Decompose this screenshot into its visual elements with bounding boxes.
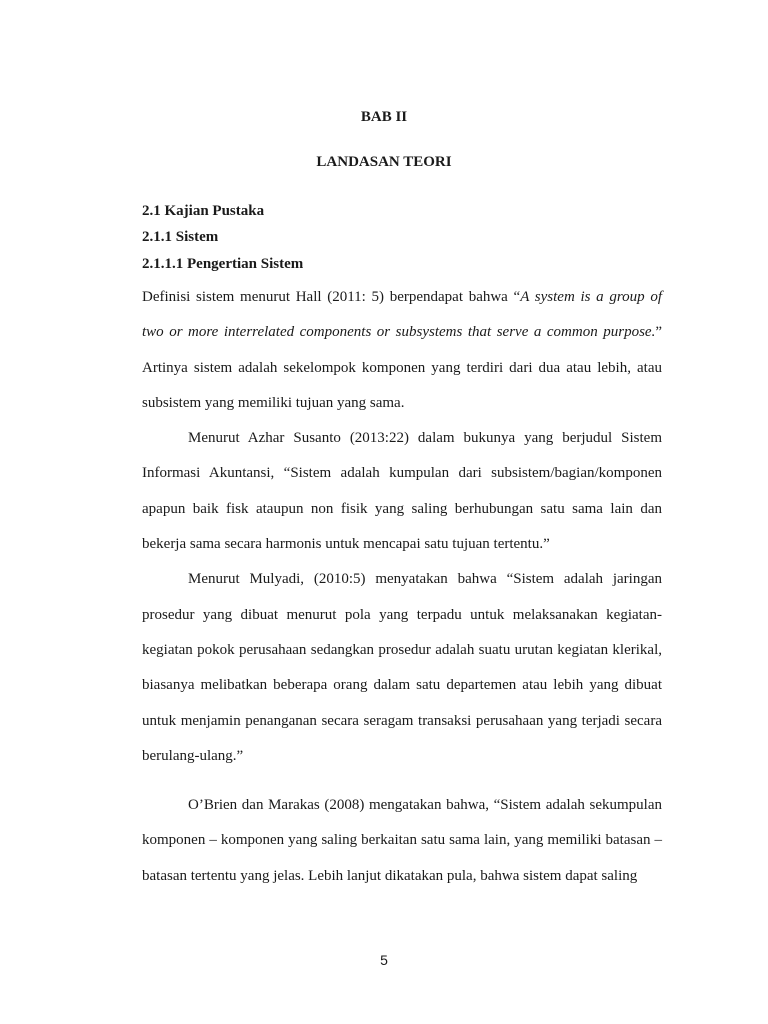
quoted-definition: A system is a group of two or more interrelated components or subsystems that serve a common purpose. [142,289,662,341]
chapter-title: LANDASAN TEORI [316,154,452,170]
subsection-heading: 2.1.1 Sistem [142,229,219,245]
paragraph-hall-definition [142,280,662,421]
chapter-label: BAB II [360,109,408,125]
paragraph-susanto: Menurut Azhar Susanto (2013:22) dalam bukunya yang berjudul Sistem Informasi Akuntansi, “Sistem adalah kumpulan dari subsistem/bagian/komponen apapun baik fisk ataupun non fisik yang saling berhubungan satu sama lain dan bekerja sama secara harmonis untuk mencapai satu tujuan tertentu.” [142,430,662,553]
body-text [142,280,662,894]
page-number: 5 [380,952,388,968]
paragraph-obrien: O’Brien dan Marakas (2008) mengatakan bahwa, “Sistem adalah sekumpulan komponen – komponen yang saling berkaitan satu sama lain, yang memiliki batasan – batasan tertentu yang jelas. Lebih lanjut dikatakan pula, bahwa sistem dapat saling [142,797,662,884]
paragraph-mulyadi: Menurut Mulyadi, (2010:5) menyatakan bahwa “Sistem adalah jaringan prosedur yang dibuat menurut pola yang terpadu untuk melaksanakan kegiatan-kegiatan pokok perusahaan sedangkan prosedur adalah suatu urutan kegiatan klerikal, biasanya melibatkan beberapa orang dalam satu departemen atau lebih yang dibuat untuk menjamin penanganan secara seragam transaksi perusahaan yang terjadi secara berulang-ulang.” [142,571,662,764]
paragraph-tail: ” Artinya sistem adalah sekelompok komponen yang terdiri dari dua atau lebih, atau subsistem yang memiliki tujuan yang sama. [142,324,662,411]
subsubsection-heading: 2.1.1.1 Pengertian Sistem [142,256,304,272]
paragraph-lead: Definisi sistem menurut Hall (2011: 5) berpendapat bahwa “ [142,289,521,305]
section-heading: 2.1 Kajian Pustaka [142,203,265,219]
